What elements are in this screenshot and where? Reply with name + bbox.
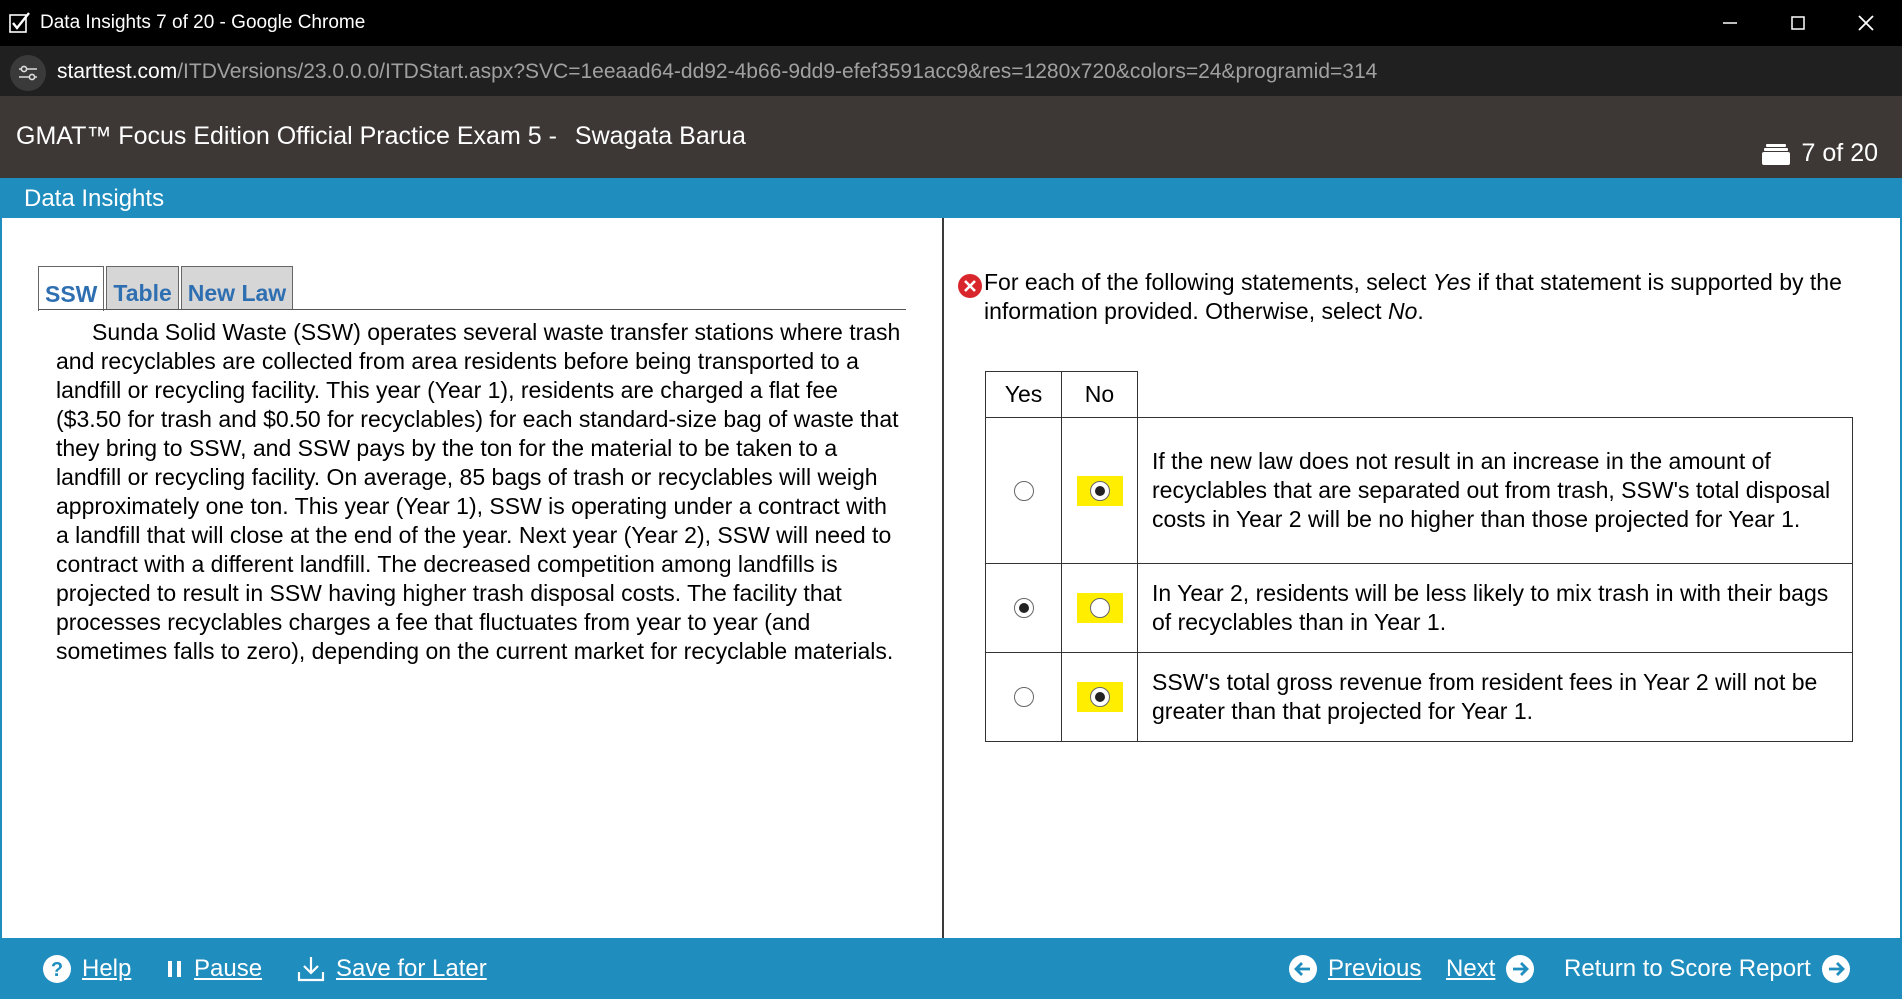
minimize-icon <box>1722 15 1738 31</box>
statement-text: In Year 2, residents will be less likely to mix trash in with their bags of recyclables than in Year 1. <box>1152 580 1829 635</box>
help-button[interactable] <box>42 949 131 989</box>
incorrect-icon <box>957 273 983 299</box>
arrow-right-circle-icon <box>1505 954 1535 984</box>
question-prompt <box>984 268 1864 326</box>
yes-cell <box>986 564 1062 652</box>
yes-cell <box>986 418 1062 563</box>
yes-column-header: Yes <box>985 371 1062 417</box>
title-bar <box>0 0 1902 46</box>
correct-answer-highlight <box>1077 593 1123 623</box>
section-bar <box>0 178 1902 218</box>
no-radio[interactable] <box>1090 687 1110 707</box>
app-checkmark-icon <box>8 11 32 35</box>
passage-text: Sunda Solid Waste (SSW) operates several waste transfer stations where trash and recyclables are collected from area residents before being transported to a landfill or recycling facility. This year (Year 1), residents are charged a flat fee ($3.50 for trash and $0.50 for recyclables) for each standard-size bag of waste that they bring to SSW, and SSW pays by the ton for the material to be taken to a landfill or recycling facility. On average, 85 bags of trash or recyclables will weigh approximately one ton. This year (Year 1), SSW is operating under a contract with a landfill that will close at the end of the year. Next year (Year 2), SSW will need to contract with a different landfill. The decreased competition among landfills is projected to result in SSW having higher trash disposal costs. The facility that processes recyclables charges a fee that fluctuates from year to year (and sometimes falls to zero), depending on the current market for recyclable materials. <box>56 319 901 664</box>
close-icon <box>1857 14 1875 32</box>
statement-text: If the new law does not result in an increase in the amount of recyclables that are separated out from trash, SSW's total disposal costs in Year 2 will be no higher than those projected for Year 1. <box>1152 448 1831 532</box>
yes-radio[interactable] <box>1014 687 1034 707</box>
table-row <box>985 417 1853 564</box>
prompt-no-word: No <box>1387 298 1418 324</box>
no-cell <box>1062 653 1138 741</box>
pause-icon <box>166 959 184 979</box>
no-cell <box>1062 418 1138 563</box>
prompt-text-3: . <box>1417 298 1424 324</box>
download-icon <box>296 954 326 984</box>
return-to-score-report-button[interactable] <box>1564 949 1851 989</box>
statement-text: SSW's total gross revenue from resident fees in Year 2 will not be greater than that projected for Year 1. <box>1152 669 1818 724</box>
arrow-left-circle-icon <box>1288 954 1318 984</box>
no-radio[interactable] <box>1090 481 1110 501</box>
tab-table[interactable]: Table <box>106 266 178 310</box>
next-label: Next <box>1446 955 1496 982</box>
tab-ssw[interactable]: SSW <box>38 266 104 311</box>
correct-answer-highlight <box>1077 682 1123 712</box>
url-path: /ITDVersions/23.0.0.0/ITDStart.aspx?SVC=1eeaad64-dd92-4b66-9dd9-efef3591acc9&res=1280x720&colors=24&programid=314 <box>177 60 1378 83</box>
save-for-later-button[interactable] <box>296 949 487 989</box>
pause-button[interactable] <box>166 949 262 989</box>
next-button[interactable] <box>1446 949 1535 989</box>
return-label: Return to Score Report <box>1564 955 1811 982</box>
url-domain: starttest.com <box>57 60 178 83</box>
question-stack-icon <box>1762 143 1790 165</box>
yes-radio[interactable] <box>1014 598 1034 618</box>
table-row <box>985 563 1853 653</box>
tune-icon <box>18 64 38 82</box>
prompt-text-2: if that statement is supported by the information provided. Otherwise, select <box>984 269 1842 324</box>
yes-cell <box>986 653 1062 741</box>
prompt-text-1: For each of the following statements, select <box>984 269 1433 295</box>
window-title: Data Insights 7 of 20 - Google Chrome <box>40 12 366 33</box>
correct-answer-highlight <box>1077 476 1123 506</box>
tab-underline <box>38 309 906 310</box>
question-progress <box>1762 139 1878 168</box>
svg-text:?: ? <box>50 959 64 981</box>
candidate-name: Swagata Barua <box>574 122 746 150</box>
no-column-header: No <box>1061 371 1138 417</box>
site-info-button[interactable] <box>10 55 46 91</box>
maximize-icon <box>1790 15 1806 31</box>
table-row <box>985 652 1853 742</box>
progress-count: 7 of 20 <box>1801 139 1878 167</box>
stimulus-tabs <box>38 266 295 310</box>
exam-name: GMAT™ Focus Edition Official Practice Exam 5 - <box>16 122 557 150</box>
previous-label: Previous <box>1328 955 1422 982</box>
no-radio[interactable] <box>1090 598 1110 618</box>
prompt-yes-word: Yes <box>1432 269 1472 295</box>
maximize-button[interactable] <box>1764 0 1832 46</box>
save-for-later-label: Save for Later <box>336 955 487 982</box>
exam-title <box>16 122 746 151</box>
help-label: Help <box>82 955 132 982</box>
section-title: Data Insights <box>24 185 165 212</box>
previous-button[interactable] <box>1288 949 1421 989</box>
url-field[interactable] <box>57 60 1377 84</box>
yes-radio[interactable] <box>1014 481 1034 501</box>
tab-new-law[interactable]: New Law <box>181 266 293 310</box>
pause-label: Pause <box>194 955 263 982</box>
help-icon <box>42 954 72 984</box>
no-cell <box>1062 564 1138 652</box>
minimize-button[interactable] <box>1696 0 1764 46</box>
arrow-right-circle-icon <box>1821 954 1851 984</box>
close-window-button[interactable] <box>1832 0 1900 46</box>
